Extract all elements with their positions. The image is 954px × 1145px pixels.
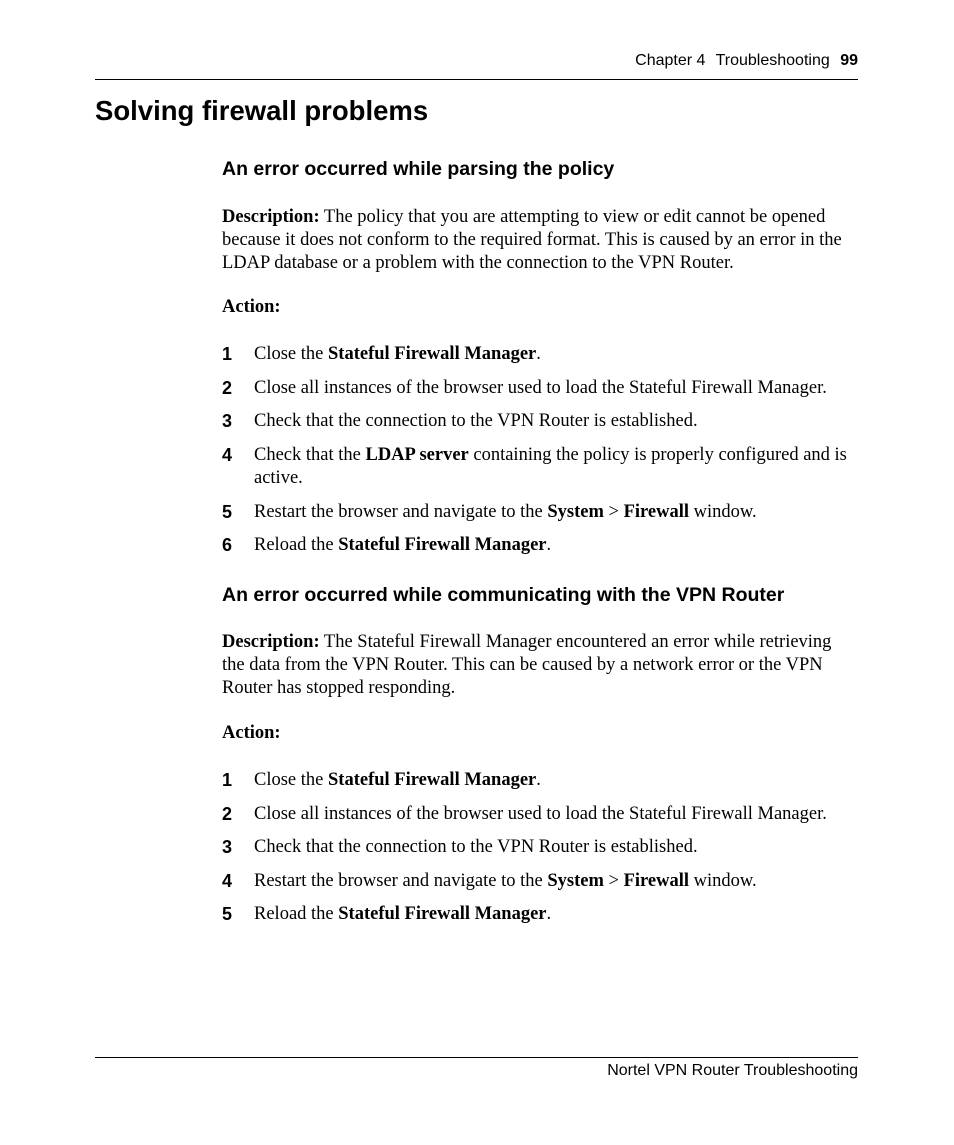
step-number: 2 <box>222 804 233 824</box>
step-number: 6 <box>222 535 233 555</box>
step-number: 1 <box>222 770 233 790</box>
step-number: 1 <box>222 344 233 364</box>
section-heading-communicating: An error occurred while communicating with the VPN Router <box>222 584 785 606</box>
description-label: Description: <box>222 632 320 652</box>
step-text: Check that the LDAP server containing the policy is properly configured and is active. <box>254 445 847 488</box>
header-text <box>635 52 858 70</box>
step-text: Reload the Stateful Firewall Manager. <box>254 904 552 924</box>
header-chapter: Chapter 4 <box>635 52 706 69</box>
step-number: 3 <box>222 837 233 857</box>
running-header <box>95 50 858 80</box>
section-description-parsing <box>222 206 858 275</box>
step-text: Close the Stateful Firewall Manager. <box>254 344 541 364</box>
page-title: Solving firewall problems <box>95 95 429 126</box>
header-section: Troubleshooting <box>715 52 830 69</box>
step-number: 4 <box>222 871 233 891</box>
action-label: Action: <box>222 297 281 317</box>
step-number: 5 <box>222 502 233 522</box>
action-label: Action: <box>222 723 281 743</box>
step-number: 4 <box>222 445 233 465</box>
section-description-communicating <box>222 631 858 700</box>
step-text: Close all instances of the browser used to load the Stateful Firewall Manager. <box>254 804 827 824</box>
section-heading-parsing: An error occurred while parsing the policy <box>222 158 615 180</box>
step-number: 5 <box>222 904 233 924</box>
step-number: 3 <box>222 411 233 431</box>
description-label: Description: <box>222 207 320 227</box>
step-text: Check that the connection to the VPN Router is established. <box>254 837 698 857</box>
step-text: Close all instances of the browser used to load the Stateful Firewall Manager. <box>254 378 827 398</box>
step-text: Check that the connection to the VPN Router is established. <box>254 411 698 431</box>
footer-text: Nortel VPN Router Troubleshooting <box>607 1062 858 1079</box>
description-text: The policy that you are attempting to view or edit cannot be opened because it does not conform to the required format. This is caused by an error in the LDAP database or a problem with the connection to the VPN Router. <box>222 207 842 273</box>
step-text: Close the Stateful Firewall Manager. <box>254 770 541 790</box>
step-text: Restart the browser and navigate to the System > Firewall window. <box>254 871 757 891</box>
step-text: Reload the Stateful Firewall Manager. <box>254 535 552 555</box>
page-number: 99 <box>840 52 858 69</box>
description-text: The Stateful Firewall Manager encountered an error while retrieving the data from the VPN Router. This can be caused by a network error or the VPN Router has stopped responding. <box>222 632 832 698</box>
step-text: Restart the browser and navigate to the System > Firewall window. <box>254 502 757 522</box>
running-footer <box>95 1057 858 1079</box>
step-number: 2 <box>222 378 233 398</box>
